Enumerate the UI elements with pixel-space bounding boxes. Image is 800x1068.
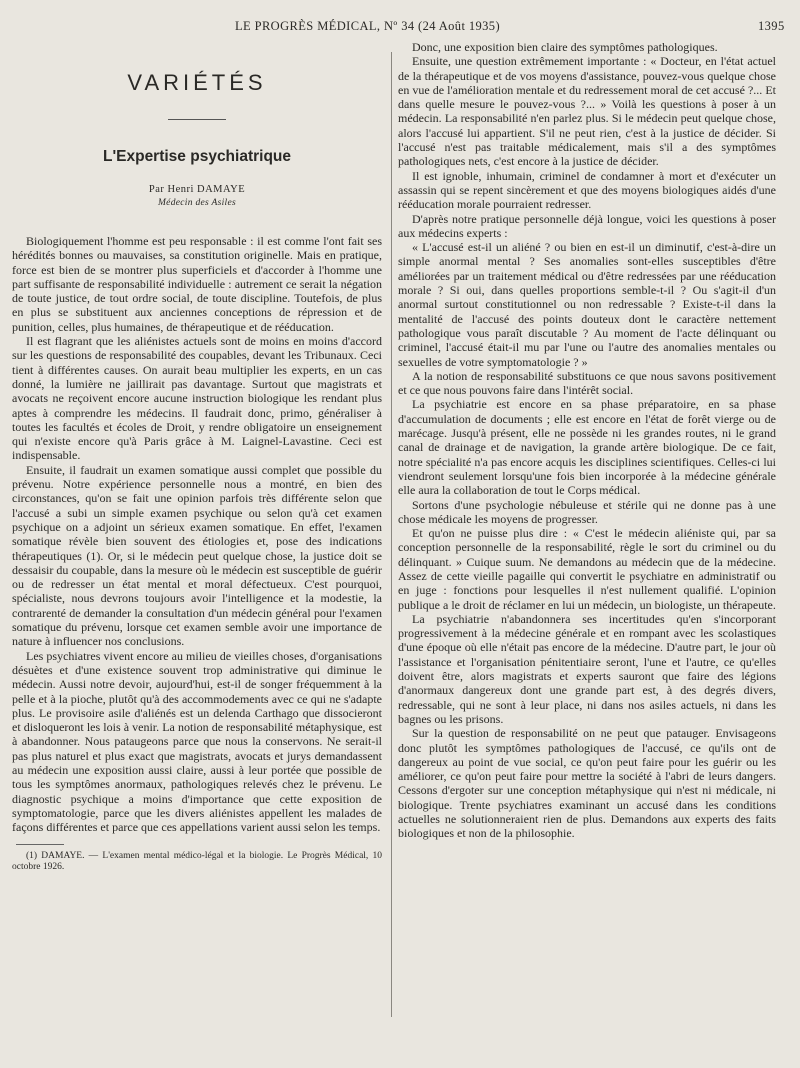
paragraph: La psychiatrie n'abandonnera ses incertitudes qu'en s'incorporant progressivement à la médecine générale et en rompant avec les scolastiques d'une époque où elle n'était pas encore de la médecine. D'autre part, le jour où l'assistance et l'organisation pénitentiaire seront, l'une et l'autre, ce qu'elles doivent être, alors magistrats et experts sauront que faire des légions d'anormaux dangereux dont une grande part est, à des degrés divers, redressable, qui ne sont à leur place, ni dans nos asiles actuels, ni dans les bagnes ou les prisons. xyxy=(398,611,776,726)
footnote: (1) DAMAYE. — L'examen mental médico-légal et la biologie. Le Progrès Médical, 10 octobre 1926. xyxy=(12,851,382,873)
author-affiliation: Médecin des Asiles xyxy=(157,198,237,208)
paragraph: « L'accusé est-il un aliéné ? ou bien en est-il un diminutif, c'est-à-dire un simple anormal mental ? Ses anomalies sont-elles susceptibles d'être améliorées par un traitement médical ou d'être redressées par une rééducation morale ? Si oui, dans quelles proportions semble-t-il ? Ou s'agit-il d'un anormal surtout constitutionnel ou non redressable ? Existe-t-il dans la mentalité de l'accusé des points douteux dont le caractère nettement pathologique vous paraît discutable ? Au moment de l'acte délinquant ou criminel, l'accusé était-il mu par l'une ou l'autre des anomalies mentales ou sexuelles de votre symptomatologie ? » xyxy=(398,240,776,369)
section-title: VARIÉTÉS xyxy=(127,70,267,95)
title-divider xyxy=(168,119,226,120)
left-column xyxy=(12,40,382,1040)
running-header xyxy=(0,16,800,36)
footnote-divider xyxy=(16,844,64,845)
paragraph: A la notion de responsabilité substituons ce que nous savons positivement et ce que nous pouvons faire dans l'intérêt social. xyxy=(398,368,776,398)
paragraph: D'après notre pratique personnelle déjà longue, voici les questions à poser aux médecins experts : xyxy=(398,211,776,240)
paragraph: Donc, une exposition bien claire des symptômes pathologiques. xyxy=(412,40,718,54)
column-divider xyxy=(391,52,392,1017)
paragraph: Il est flagrant que les aliénistes actuels sont de moins en moins d'accord sur les questions de responsabilité des coupables, devant les Tribunaux. Ceci tient à différentes causes. On aurait beau multiplier les experts, en un cas donné, la lumière ne jaillirait pas davantage. Surtout que magistrats et avocats ne reçoivent encore aucune instruction biologique les rendant plus aptes à comprendre les médecins. Il faudrait donc, primo, généraliser à toutes les facultés et écoles de Droit, y rendre obligatoire un enseignement qui n'existe encore qu'à Paris grâce à M. Laignel-Lavastine. Ceci est indispensable. xyxy=(12,334,382,463)
right-column xyxy=(398,40,776,1040)
paragraph: Et qu'on ne puisse plus dire : « C'est le médecin aliéniste qui, par sa conception personnelle de la responsabilité, règle le sort du criminel ou du délinquant. » Cuique suum. Ne demandons au médecin que de la médecine. Assez de cette vieille pagaille qui convertit le psychiatre en administratif ou en juge : fonctions pour lesquelles il n'est nullement qualifié. L'opinion publique a le droit de réclamer en lui un médecin, un biologiste, un thérapeute. xyxy=(398,526,776,612)
author-byline: Par Henri DAMAYE xyxy=(148,184,246,195)
left-body-text xyxy=(12,234,382,834)
paragraph: Ensuite, une question extrêmement importante : « Docteur, en l'état actuel de la thérapeutique et de vos moyens d'assistance, pouvez-vous quelque chose en vue de l'amélioration mentale et du redressement moral de cet accusé ?... Et dans quelle mesure le pouvez-vous ?... » Voilà les questions à poser à un médecin. La responsabilité n'en parlez plus. Si le médecin peut quelque chose, alors l'accusé lui appartient. S'il ne peut rien, c'est à la justice de décider. Si l'accusé n'est pas traitable médicalement, mais s'il a des symptômes pathologiques nets, c'est encore à la justice de décider. xyxy=(398,54,776,169)
paragraph: Les psychiatres vivent encore au milieu de vieilles choses, d'organisations désuètes et d'une existence souvent trop administrative qui diminue le médecin. Aussi notre devoir, aujourd'hui, est-il de songer fréquemment à la pelle et à la pioche, plutôt qu'à des accommodements avec ce qui ne s'adapte plus. Le provisoire asile d'aliénés est un delenda Carthago que dissocieront et disloqueront les lois à venir. La notion de responsabilité métaphysique, est à abandonner. Nous pataugeons parce que nous la conservons. Ne serait-il pas plus naturel et plus exact que magistrats, avocats et jurys demandassent au médecin une exposition aussi claire, aussi à leur portée que possible de tous les symptômes anormaux, pathologiques relevés chez le prévenu. Le diagnostic psychique a moins d'importance que cette exposition de symptomatologie, parce que les divers aliénistes appellent les malades de façons différentes et parce que ces appellations varient aussi selon les temps. xyxy=(12,648,382,835)
paragraph: Sortons d'une psychologie nébuleuse et stérile qui ne donne pas à une chose médicale les moyens de progresser. xyxy=(398,497,776,526)
running-title: LE PROGRÈS MÉDICAL, Nº 34 (24 Août 1935) xyxy=(235,19,501,33)
paragraph: Sur la question de responsabilité on ne peut que patauger. Envisageons donc plutôt les symptômes pathologiques de l'accusé, ce qu'ils ont de dangereux au point de vue social, ce qu'on peut faire pour les guérir ou les améliorer, ce qu'on peut faire pour mettre la société à l'abri de leurs dangers. Cessons d'ergoter sur une conception métaphysique qui n'est ni médicale, ni biologique. Trente psychiatres examinant un accusé dans les conditions actuelles ne solutionneraient rien de plus. Demandons aux experts des faits biologiques et non de la philosophie. xyxy=(398,726,776,841)
paragraph: Biologiquement l'homme est peu responsable : il est comme l'ont fait ses hérédités bonnes ou mauvaises, sa constitution originelle. Mais en pratique, force est bien de se montrer plus superficiels et d'accorder à l'homme une part suffisante de responsabilité individuelle : autrement ce serait la négation de toute justice, de tout ordre social, de toute discipline. Toutefois, de plus en plus se substituent aux anciennes conceptions de répression et de punition, celles, plus humaines, de thérapeutique et de rééducation. xyxy=(12,234,382,334)
paragraph: La psychiatrie est encore en sa phase préparatoire, en sa phase d'accumulation de documents ; elle est encore en l'état de forêt vierge ou de marécage. Jusqu'à présent, elle ne possède ni les grandes routes, ni le grand canal de drainage et de navigation, la grande artère biologique. De ce fait, notre spécialité n'a pas encore acquis les disciplines scientifiques. Celles-ci lui viendront seulement lorsqu'une fois bien incorporée à la médecine générale elle aura la collaboration de tout le Corps médical. xyxy=(398,397,776,498)
paragraph: Ensuite, il faudrait un examen somatique aussi complet que possible du prévenu. Notre expérience personnelle nous a montré, en bien des circonstances, qu'on se fait une opinion parfois très différente selon que l'accusé a subi un simple examen psychique ou selon qu'à cet examen psychique on a adjoint un sérieux examen somatique. En effet, l'examen somatique révèle bien souvent des étiologies et, pose des indications thérapeutiques (1). Or, si le médecin peut quelque chose, la justice doit se dessaisir du coupable, dans la mesure où le médecin est susceptible de guérir ou de redresser un état mental et moral défectueux. C'est pourquoi, spécialiste, nous devrons toujours avoir l'intelligence et la modestie, la contrarenté de demander la consultation d'un médecin général pour l'examen somatique du prévenu, lorsque cet examen semble avoir une importance de nature à influencer nos conclusions. xyxy=(12,462,382,649)
article-title: L'Expertise psychiatrique xyxy=(102,148,292,165)
page-number: 1395 xyxy=(758,19,785,33)
paragraph: Il est ignoble, inhumain, criminel de condamner à mort et d'exécuter un assassin qui se repent sincèrement et que des moyens biologiques aidés d'une rééducation morale pourraient redresser. xyxy=(398,168,776,212)
